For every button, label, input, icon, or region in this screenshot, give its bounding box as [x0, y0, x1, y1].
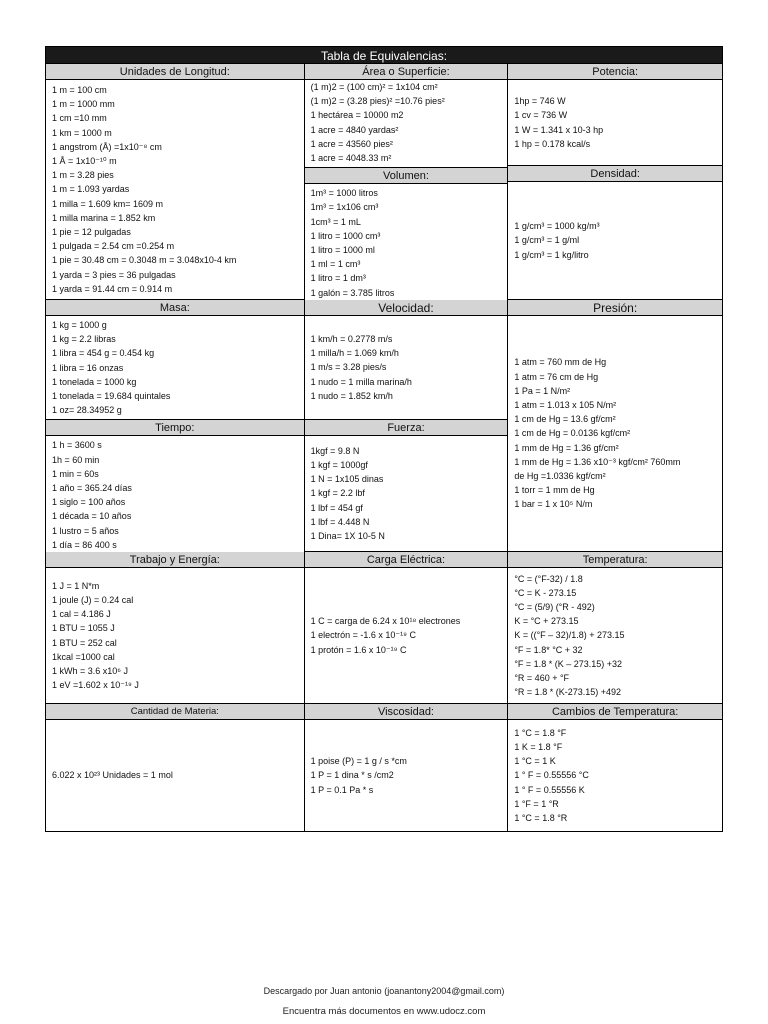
equivalence-line: 1 tonelada = 19.684 quintales — [52, 391, 171, 402]
equivalence-line: °C = K - 273.15 — [514, 587, 577, 598]
section-header: Tiempo: — [46, 420, 304, 436]
equivalence-line: 1 BTU = 252 cal — [52, 637, 117, 648]
equivalence-line: (1 m)2 = (100 cm)² = 1x104 cm² — [310, 82, 438, 92]
equivalence-line: 1 pulgada = 2.54 cm =0.254 m — [52, 241, 175, 252]
equivalence-line: 1 m = 1000 mm — [52, 99, 115, 110]
equivalence-line: 1 atm = 1.013 x 105 N/m² — [514, 399, 617, 410]
equivalence-line: 1 bar = 1 x 10⁵ N/m — [514, 499, 593, 510]
equivalence-line: 1 °C = 1.8 °F — [514, 727, 567, 738]
section-materia — [46, 704, 305, 832]
equivalence-line: 1 protón = 1.6 x 10⁻¹⁹ C — [310, 644, 407, 655]
footer-site-link[interactable]: Encuentra más documentos en www.udocz.com — [282, 1006, 486, 1017]
equivalence-line: 1 g/cm³ = 1 kg/litro — [514, 249, 589, 260]
equivalence-line: 1 pie = 30.48 cm = 0.3048 m = 3.048x10-4 km — [52, 255, 237, 266]
section-temperatura — [508, 552, 723, 704]
equivalence-line: 1 ° F = 0.55556 °C — [514, 770, 589, 781]
row-3 — [45, 552, 723, 704]
section-body — [305, 436, 508, 552]
equivalence-line: 1 cm =10 mm — [52, 113, 107, 124]
equivalence-line: 1 eV =1.602 x 10⁻¹⁹ J — [52, 680, 139, 691]
section-body — [508, 80, 722, 166]
section-body — [46, 436, 304, 555]
equivalence-line: 1 C = carga de 6.24 x 10¹⁸ electrones — [310, 616, 461, 627]
equivalence-line: °F = 1.8 * (K – 273.15) +32 — [514, 658, 622, 669]
equivalence-line: 1 mm de Hg = 1.36 x10⁻³ kgf/cm² 760mm — [514, 456, 681, 467]
equivalence-line: 1 kg = 2.2 libras — [52, 334, 116, 345]
equivalence-line: 1 acre = 43560 pies² — [310, 138, 393, 149]
equivalence-line: 1 acre = 4840 yardas² — [310, 124, 399, 135]
section-body — [508, 720, 722, 832]
section-header: Volumen: — [305, 168, 508, 184]
equivalence-line: 1hp = 746 W — [514, 96, 566, 107]
equivalence-line: 1 kgf = 1000gf — [310, 459, 368, 470]
equivalence-line: 1 Dina= 1X 10-5 N — [310, 531, 385, 541]
col-masa-tiempo — [46, 300, 305, 552]
equivalence-line: 1 m = 3.28 pies — [52, 170, 114, 181]
section-cambios — [508, 704, 723, 832]
equivalence-line: 1 electrón = -1.6 x 10⁻¹⁹ C — [310, 630, 417, 641]
equivalence-line: 1h = 60 min — [52, 454, 100, 465]
equivalence-line: 1 milla = 1.609 km= 1609 m — [52, 198, 164, 209]
equivalence-line: 1 yarda = 3 pies = 36 pulgadas — [52, 269, 176, 280]
equivalence-line: 1 galón = 3.785 litros — [310, 287, 395, 298]
equivalence-line: 1 cm de Hg = 0.0136 kgf/cm² — [514, 428, 631, 439]
section-body — [305, 316, 508, 420]
equivalence-line: 1 joule (J) = 0.24 cal — [52, 594, 134, 605]
equivalence-line: 1 K = 1.8 °F — [514, 741, 563, 752]
section-body — [305, 184, 508, 303]
section-presion — [508, 300, 723, 552]
equivalence-line: 1 kWh = 3.6 x10⁶ J — [52, 665, 128, 676]
section-body — [508, 568, 722, 704]
equivalence-line: °R = 460 + °F — [514, 673, 570, 683]
section-body — [508, 316, 722, 552]
equivalence-line: 1 m = 100 cm — [52, 84, 107, 95]
equivalence-line: 1 milla/h = 1.069 km/h — [310, 348, 399, 359]
section-header: Fuerza: — [305, 420, 508, 436]
row-4 — [45, 704, 723, 832]
equivalence-line: 1 Å = 1x10⁻¹⁰ m — [52, 155, 117, 166]
equivalence-line: 1 litro = 1000 ml — [310, 245, 375, 256]
section-header: Cambios de Temperatura: — [508, 704, 722, 720]
col-potencia-densidad — [508, 64, 723, 300]
section-header: Viscosidad: — [305, 704, 508, 720]
equivalence-line: 1 lustro = 5 años — [52, 525, 119, 536]
equivalence-line: °F = 1.8* °C + 32 — [514, 644, 583, 655]
section-header: Cantidad de Materia: — [46, 704, 304, 720]
equivalence-line: 1 tonelada = 1000 kg — [52, 376, 137, 387]
equivalence-line: 1 yarda = 91.44 cm = 0.914 m — [52, 283, 173, 294]
section-header: Presión: — [508, 300, 722, 316]
equivalence-line: K = ((°F – 32)/1.8) + 273.15 — [514, 630, 625, 641]
equivalence-line: 1 hectárea = 10000 m2 — [310, 110, 404, 121]
equivalence-line: 1 angstrom (Å) =1x10⁻⁸ cm — [52, 141, 162, 152]
equivalence-line: 1 década = 10 años — [52, 511, 132, 522]
equivalence-line: 1m³ = 1000 litros — [310, 188, 378, 199]
equivalence-line: 1 cal = 4.186 J — [52, 609, 111, 620]
equivalence-line: 1 °C = 1 K — [514, 756, 556, 767]
section-body — [46, 568, 304, 704]
equivalence-line: 1 J = 1 N*m — [52, 580, 100, 591]
equivalence-line: 1 kgf = 2.2 lbf — [310, 488, 365, 499]
equivalence-line: 1 nudo = 1.852 km/h — [310, 390, 393, 401]
section-body — [46, 80, 304, 300]
footer-download-credit: Descargado por Juan antonio (joanantony2004@gmail.com) — [263, 986, 505, 996]
equivalence-line: 1 min = 60s — [52, 468, 99, 479]
equivalence-line: 1 km/h = 0.2778 m/s — [310, 333, 393, 344]
equivalence-line: 1 g/cm³ = 1000 kg/m³ — [514, 221, 600, 232]
section-header: Potencia: — [508, 64, 722, 80]
col-velocidad-fuerza — [305, 300, 509, 552]
equivalence-line: 1 lbf = 4.448 N — [310, 516, 370, 527]
equivalence-line: 1 milla marina = 1.852 km — [52, 212, 156, 223]
equivalence-line: 1 N = 1x105 dinas — [310, 474, 384, 485]
equivalence-line: 1 m = 1.093 yardas — [52, 184, 130, 195]
section-trabajo — [46, 552, 305, 704]
equivalence-line: 1 nudo = 1 milla marina/h — [310, 376, 412, 387]
section-header: Trabajo y Energía: — [46, 552, 304, 568]
equivalence-line: 1cm³ = 1 mL — [310, 216, 361, 227]
equivalence-line: 1m³ = 1x106 cm³ — [310, 202, 379, 213]
table-title: Tabla de Equivalencias: — [45, 46, 723, 64]
equivalence-line: 1 acre = 4048.33 m² — [310, 153, 392, 164]
equivalence-line: K = °C + 273.15 — [514, 616, 579, 627]
equivalence-line: 1 atm = 760 mm de Hg — [514, 357, 607, 368]
equivalence-line: 1 ml = 1 cm³ — [310, 259, 361, 270]
col-area-volumen — [305, 64, 509, 300]
equivalence-line: 1 hp = 0.178 kcal/s — [514, 138, 591, 149]
equivalence-line: 1 día = 86 400 s — [52, 539, 117, 550]
equivalence-line: 1 P = 0.1 Pa * s — [310, 784, 374, 795]
section-header: Unidades de Longitud: — [46, 64, 304, 80]
section-header: Carga Eléctrica: — [305, 552, 508, 568]
equivalence-line: 1 cm de Hg = 13.6 gf/cm² — [514, 414, 616, 425]
equivalence-line: 1 ° F = 0.55556 K — [514, 784, 585, 795]
equivalence-line: 1 poise (P) = 1 g / s *cm — [310, 756, 407, 767]
equivalence-line: 1 km = 1000 m — [52, 127, 112, 138]
equivalence-line: 1 siglo = 100 años — [52, 497, 126, 508]
section-body — [305, 720, 508, 832]
equivalence-line: 1kgf = 9.8 N — [310, 445, 360, 456]
section-header: Masa: — [46, 300, 304, 316]
equivalence-line: 1 P = 1 dina * s /cm2 — [310, 770, 394, 781]
equivalence-line: 1 g/cm³ = 1 g/ml — [514, 235, 580, 246]
equivalence-line: 1 año = 365.24 días — [52, 483, 132, 494]
equivalence-line: 1 kg = 1000 g — [52, 320, 107, 330]
section-viscosidad — [305, 704, 509, 832]
equivalence-line: 1 BTU = 1055 J — [52, 623, 115, 634]
row-2 — [45, 300, 723, 552]
section-body — [508, 182, 722, 300]
section-header: Densidad: — [508, 166, 722, 182]
equivalence-line: °C = (5/9) (°R - 492) — [514, 601, 595, 612]
equivalence-line: 1 mm de Hg = 1.36 gf/cm² — [514, 442, 619, 453]
equivalence-table — [45, 46, 723, 832]
equivalence-line: 1 libra = 454 g = 0.454 kg — [52, 348, 155, 359]
row-1 — [45, 64, 723, 300]
equivalence-line: 1 libra = 16 onzas — [52, 362, 124, 373]
equivalence-line: °C = (°F-32) / 1.8 — [514, 573, 583, 584]
section-header: Temperatura: — [508, 552, 722, 568]
equivalence-line: 1 W = 1.341 x 10-3 hp — [514, 124, 604, 135]
equivalence-line: (1 m)2 = (3.28 pies)² =10.76 pies² — [310, 96, 445, 107]
equivalence-line: 1 Pa = 1 N/m² — [514, 385, 571, 396]
equivalence-line: 1 °C = 1.8 °R — [514, 813, 568, 823]
equivalence-line: °R = 1.8 * (K-273.15) +492 — [514, 687, 621, 698]
section-body — [305, 568, 508, 704]
section-body — [305, 80, 508, 168]
equivalence-line: 1 litro = 1 dm³ — [310, 273, 366, 284]
equivalence-line: 1 torr = 1 mm de Hg — [514, 485, 595, 496]
section-body — [46, 720, 304, 832]
equivalence-line: 6.022 x 10²³ Unidades = 1 mol — [52, 770, 173, 781]
section-header: Velocidad: — [305, 300, 508, 316]
section-header: Área o Superficie: — [305, 64, 508, 80]
section-longitud — [46, 64, 305, 300]
section-carga — [305, 552, 509, 704]
equivalence-line: 1 m/s = 3.28 pies/s — [310, 362, 387, 373]
equivalence-line: 1 oz= 28.34952 g — [52, 405, 122, 416]
equivalence-line: 1 litro = 1000 cm³ — [310, 230, 381, 241]
equivalence-line: 1kcal =1000 cal — [52, 651, 115, 662]
equivalence-line: 1 atm = 76 cm de Hg — [514, 371, 599, 382]
equivalence-line: 1 h = 3600 s — [52, 440, 102, 451]
equivalence-line: de Hg =1.0336 kgf/cm² — [514, 471, 606, 481]
equivalence-line: 1 lbf = 454 gf — [310, 502, 363, 513]
equivalence-line: 1 cv = 736 W — [514, 110, 568, 121]
equivalence-line: 1 °F = 1 °R — [514, 798, 559, 809]
section-body — [46, 316, 304, 420]
equivalence-line: 1 pie = 12 pulgadas — [52, 227, 131, 237]
